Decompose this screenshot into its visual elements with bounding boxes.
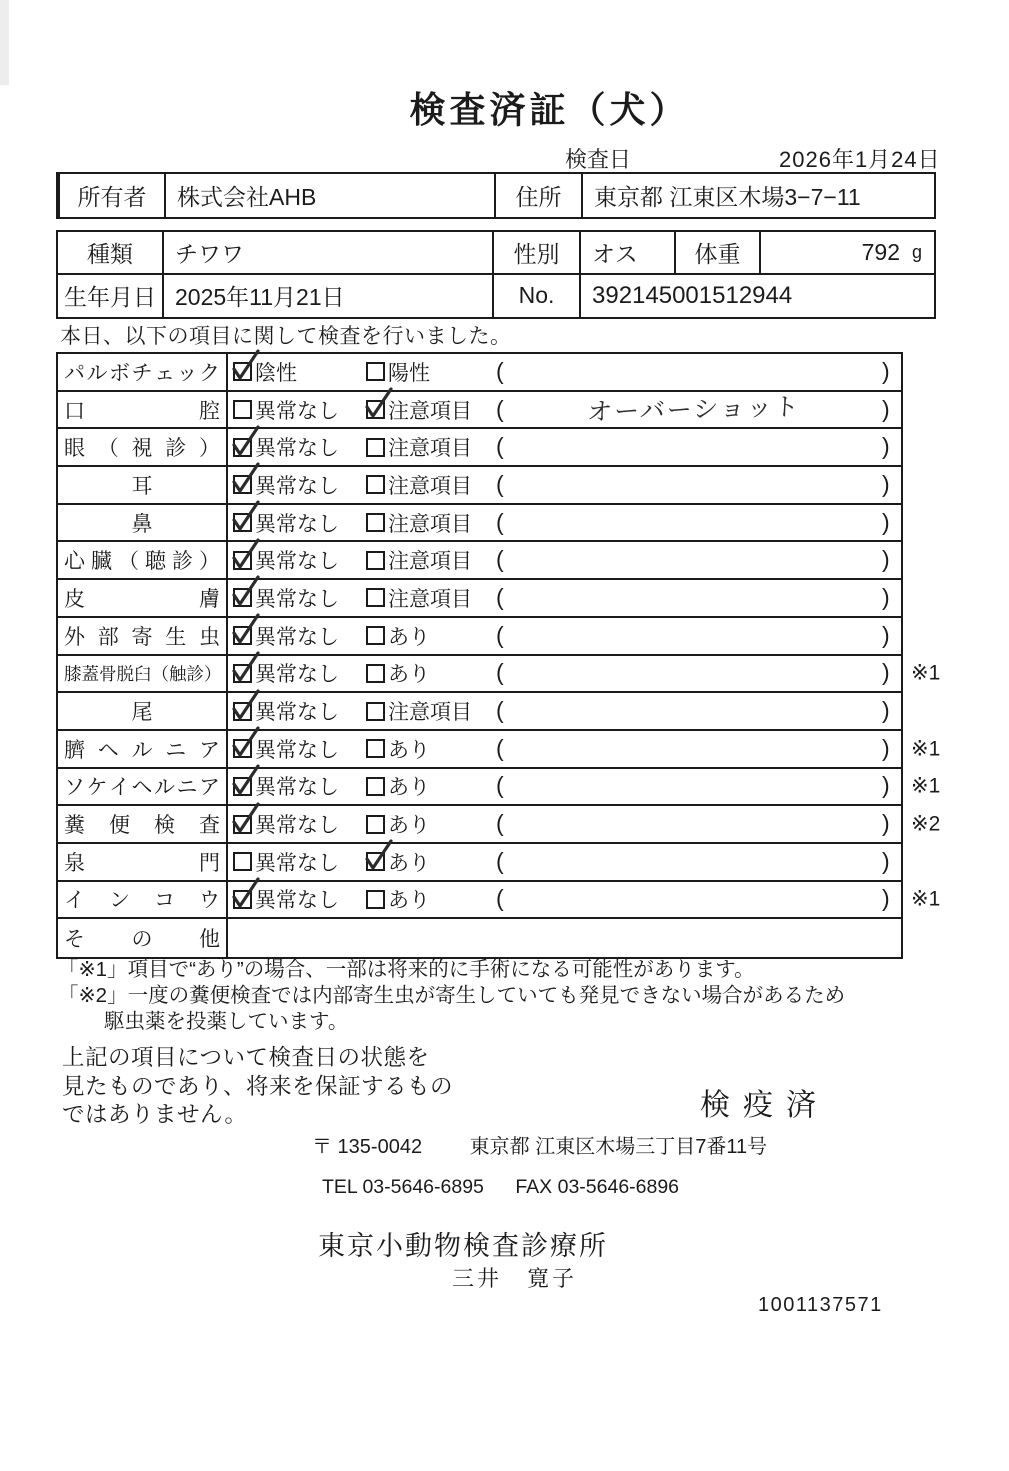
item-label-char: ニ bbox=[176, 776, 198, 800]
item-label-char: 門 bbox=[199, 851, 220, 875]
checklist-row bbox=[58, 505, 901, 543]
item-label-char: ソ bbox=[64, 776, 85, 800]
item-result-cell bbox=[228, 919, 901, 957]
item-label-char: 耳 bbox=[131, 474, 153, 498]
result-option bbox=[366, 545, 472, 575]
inspection-date-value: 2026年1月24日 bbox=[779, 147, 941, 172]
owner-label: 所有者 bbox=[77, 184, 147, 210]
item-result-cell bbox=[228, 467, 901, 503]
item-label bbox=[58, 806, 228, 842]
item-label-char: 鼻 bbox=[131, 512, 153, 536]
option-label: 異常なし bbox=[255, 663, 339, 687]
disclaimer-line: 上記の項目について検査日の状態を bbox=[62, 1045, 430, 1070]
item-label bbox=[58, 580, 228, 616]
checkbox-unchecked bbox=[366, 815, 385, 834]
item-label-char: 臓 bbox=[91, 550, 112, 574]
item-label-char: 脱 bbox=[116, 663, 134, 684]
result-option bbox=[366, 884, 430, 914]
option-label: 異常なし bbox=[255, 776, 339, 800]
item-label-char: パ bbox=[64, 361, 85, 385]
item-label-char: 臍 bbox=[64, 738, 85, 762]
paren-close: ) bbox=[882, 659, 890, 686]
check-icon bbox=[231, 538, 261, 570]
option-label: 注意項目 bbox=[388, 550, 472, 574]
footnote-mark: ※1 bbox=[911, 737, 941, 761]
result-option bbox=[366, 696, 472, 726]
clinic-tel: TEL 03-5646-6895 bbox=[322, 1176, 484, 1198]
document-number: 1001137571 bbox=[758, 1294, 883, 1316]
item-label-char: 蓋 bbox=[81, 663, 99, 684]
checklist-row bbox=[58, 693, 901, 731]
paren-open: ( bbox=[496, 433, 504, 460]
footnotes bbox=[58, 957, 845, 1035]
item-label-char: 虫 bbox=[199, 625, 220, 649]
handwritten-note: オーバーショット bbox=[586, 392, 802, 427]
option-label: 注意項目 bbox=[388, 512, 472, 536]
item-label-char: 査 bbox=[199, 814, 220, 838]
footnote-mark: ※2 bbox=[911, 812, 941, 836]
result-option bbox=[233, 395, 339, 425]
result-option bbox=[366, 508, 472, 538]
footnote-line: 「※1」項目で“あり”の場合、一部は将来的に手術になる可能性があります。 bbox=[58, 958, 755, 981]
result-option bbox=[233, 884, 339, 914]
result-option bbox=[233, 470, 339, 500]
owner-table bbox=[56, 172, 936, 219]
quarantine-stamp: 検疫済 bbox=[700, 1089, 829, 1122]
checklist-row bbox=[58, 806, 941, 844]
item-label-char: 診 bbox=[165, 437, 187, 461]
check-icon bbox=[231, 651, 261, 683]
check-icon bbox=[231, 425, 261, 457]
veterinarian-name: 三井 寛子 bbox=[452, 1266, 578, 1291]
item-label bbox=[58, 844, 228, 880]
item-label bbox=[58, 467, 228, 503]
item-label-char: チ bbox=[131, 361, 153, 385]
breed-label: 種類 bbox=[87, 240, 133, 267]
item-label-char: ア bbox=[199, 738, 220, 762]
paren-close: ) bbox=[882, 772, 890, 799]
check-icon bbox=[231, 500, 261, 532]
paren-open: ( bbox=[496, 357, 504, 384]
item-label bbox=[58, 354, 228, 390]
check-icon bbox=[231, 613, 261, 645]
item-result-cell bbox=[228, 429, 901, 465]
checkbox-unchecked bbox=[366, 777, 385, 796]
item-label-char: ェ bbox=[154, 361, 175, 385]
checkbox-unchecked bbox=[366, 664, 385, 683]
paren-close: ) bbox=[882, 621, 890, 648]
item-label-char: ケ bbox=[86, 776, 108, 800]
option-label: 陰性 bbox=[255, 361, 297, 385]
item-label-char: ル bbox=[131, 738, 153, 762]
option-label: 異常なし bbox=[255, 474, 339, 498]
result-option bbox=[366, 809, 430, 839]
weight-value bbox=[759, 232, 934, 273]
paren-close: ) bbox=[882, 810, 890, 837]
checkbox-checked bbox=[233, 513, 252, 532]
item-label-char: 膝 bbox=[64, 663, 82, 684]
result-option bbox=[233, 734, 339, 764]
paren-close: ) bbox=[882, 470, 890, 497]
item-label bbox=[58, 542, 228, 578]
paren-open: ( bbox=[496, 470, 504, 497]
clinic-fax: FAX 03-5646-6896 bbox=[515, 1176, 680, 1198]
footnote-mark: ※1 bbox=[911, 774, 941, 798]
result-option bbox=[233, 847, 339, 877]
sex-value: オス bbox=[579, 232, 674, 273]
option-label: 異常なし bbox=[255, 889, 339, 913]
checkbox-checked bbox=[233, 438, 252, 457]
paren-close: ) bbox=[882, 508, 890, 535]
check-icon bbox=[364, 839, 394, 871]
option-label: あり bbox=[388, 625, 430, 649]
item-label-char: 膚 bbox=[199, 587, 220, 611]
paren-open: ( bbox=[496, 546, 504, 573]
option-label: あり bbox=[388, 663, 430, 687]
item-label-char: （ bbox=[97, 437, 119, 461]
option-label: 注意項目 bbox=[388, 399, 472, 423]
option-label: 注意項目 bbox=[388, 701, 472, 725]
footnote-line: 「※2」一度の糞便検査では内部寄生虫が寄生していても発見できない場合があるため bbox=[58, 984, 846, 1007]
paren-close: ) bbox=[882, 696, 890, 723]
option-label: 異常なし bbox=[255, 625, 339, 649]
paren-close: ) bbox=[882, 734, 890, 761]
weight-number: 792 bbox=[861, 238, 900, 265]
item-label-char: ク bbox=[199, 361, 220, 385]
breed-value: チワワ bbox=[162, 232, 492, 273]
option-label: あり bbox=[388, 851, 430, 875]
item-result-cell bbox=[228, 769, 901, 805]
checklist-row bbox=[58, 429, 901, 467]
item-label-char: の bbox=[131, 928, 153, 952]
paren-open: ( bbox=[496, 885, 504, 912]
checkbox-unchecked bbox=[366, 551, 385, 570]
result-option bbox=[366, 734, 430, 764]
checkbox-checked bbox=[233, 702, 252, 721]
result-option bbox=[233, 696, 339, 726]
item-label-char: 心 bbox=[64, 550, 85, 574]
checkbox-unchecked bbox=[233, 400, 252, 419]
inspection-date-label: 検査日 bbox=[565, 147, 632, 172]
item-result-cell bbox=[228, 731, 901, 767]
result-option bbox=[233, 508, 339, 538]
paren-close: ) bbox=[882, 433, 890, 460]
item-label-char: ン bbox=[109, 889, 130, 913]
option-label: 異常なし bbox=[255, 701, 339, 725]
item-label bbox=[58, 656, 228, 692]
result-option bbox=[233, 809, 339, 839]
item-label-char: 診 bbox=[172, 550, 193, 574]
option-label: あり bbox=[388, 889, 430, 913]
item-label-char: 尾 bbox=[131, 701, 153, 725]
checkbox-unchecked bbox=[366, 513, 385, 532]
item-result-cell bbox=[228, 656, 901, 692]
checkbox-unchecked bbox=[366, 890, 385, 909]
checkbox-unchecked bbox=[366, 588, 385, 607]
checkbox-checked bbox=[233, 777, 252, 796]
checklist-row bbox=[58, 769, 941, 807]
clinic-postal-code: 〒 135-0042 bbox=[312, 1136, 423, 1158]
paren-open: ( bbox=[496, 772, 504, 799]
item-label-char: 外 bbox=[64, 625, 85, 649]
check-icon bbox=[231, 802, 261, 834]
item-label-char: ウ bbox=[199, 889, 220, 913]
item-result-cell bbox=[228, 806, 901, 842]
item-label bbox=[58, 505, 228, 541]
owner-value: 株式会社AHB bbox=[164, 174, 494, 217]
checklist-row bbox=[58, 844, 901, 882]
checkbox-unchecked bbox=[366, 438, 385, 457]
checkbox-unchecked bbox=[366, 626, 385, 645]
item-result-cell bbox=[228, 693, 901, 729]
item-label-char: 診 bbox=[186, 663, 204, 684]
item-label bbox=[58, 429, 228, 465]
checklist-row bbox=[58, 467, 901, 505]
paren-open: ( bbox=[496, 810, 504, 837]
footnote-line: 駆虫薬を投薬しています。 bbox=[104, 1010, 349, 1033]
footnote-mark: ※1 bbox=[911, 661, 941, 685]
animal-table bbox=[56, 230, 936, 319]
item-label-char: 他 bbox=[199, 928, 220, 952]
item-label-char: 視 bbox=[131, 437, 153, 461]
checkbox-checked bbox=[233, 664, 252, 683]
scan-edge-artifact bbox=[0, 0, 9, 85]
item-label bbox=[58, 919, 228, 957]
option-label: 陽性 bbox=[388, 361, 430, 385]
result-option bbox=[366, 771, 430, 801]
item-label-char: 口 bbox=[64, 399, 85, 423]
item-label-char: そ bbox=[64, 928, 85, 952]
paren-open: ( bbox=[496, 583, 504, 610]
item-result-cell bbox=[228, 882, 901, 918]
result-option bbox=[366, 470, 472, 500]
checklist-row bbox=[58, 542, 901, 580]
item-label-char: ル bbox=[86, 361, 108, 385]
paren-open: ( bbox=[496, 734, 504, 761]
item-label-char: 腔 bbox=[199, 399, 220, 423]
disclaimer-line: ではありません。 bbox=[62, 1102, 248, 1127]
check-icon bbox=[231, 726, 261, 758]
checklist-row bbox=[58, 656, 941, 694]
option-label: 注意項目 bbox=[388, 474, 472, 498]
option-label: 異常なし bbox=[255, 399, 339, 423]
item-label-char: 眼 bbox=[64, 437, 85, 461]
checkbox-checked bbox=[233, 588, 252, 607]
item-label-char: （ bbox=[118, 550, 139, 574]
item-label bbox=[58, 769, 228, 805]
item-label-char: ル bbox=[154, 776, 175, 800]
paren-close: ) bbox=[882, 357, 890, 384]
item-label-char: 骨 bbox=[99, 663, 117, 684]
result-option bbox=[233, 432, 339, 462]
check-icon bbox=[231, 462, 261, 494]
item-result-cell bbox=[228, 542, 901, 578]
checklist-row bbox=[58, 882, 941, 920]
checkbox-unchecked bbox=[366, 362, 385, 381]
item-label-char: 触 bbox=[169, 663, 187, 684]
item-label-char: 検 bbox=[154, 814, 175, 838]
checkbox-checked bbox=[233, 890, 252, 909]
item-label-char: 生 bbox=[165, 625, 187, 649]
checkbox-checked bbox=[366, 400, 385, 419]
checkbox-checked bbox=[233, 475, 252, 494]
paren-close: ) bbox=[882, 546, 890, 573]
weight-label: 体重 bbox=[674, 232, 759, 273]
weight-unit: g bbox=[911, 241, 922, 262]
paren-close: ) bbox=[882, 885, 890, 912]
result-option bbox=[366, 847, 430, 877]
birthdate-value: 2025年11月21日 bbox=[162, 275, 492, 318]
item-label bbox=[58, 882, 228, 918]
checkbox-unchecked bbox=[366, 739, 385, 758]
check-icon bbox=[231, 575, 261, 607]
checkbox-checked bbox=[233, 362, 252, 381]
option-label: 注意項目 bbox=[388, 437, 472, 461]
result-option bbox=[233, 621, 339, 651]
option-label: あり bbox=[388, 738, 430, 762]
paren-open: ( bbox=[496, 508, 504, 535]
item-label-char: （ bbox=[151, 663, 169, 684]
item-label-char: ッ bbox=[176, 361, 198, 385]
checkbox-checked bbox=[366, 852, 385, 871]
item-result-cell bbox=[228, 844, 901, 880]
clinic-name: 東京小動物検査診療所 bbox=[318, 1231, 608, 1261]
clinic-address: 東京都 江東区木場三丁目7番11号 bbox=[469, 1136, 768, 1158]
paren-open: ( bbox=[496, 621, 504, 648]
checkbox-checked bbox=[233, 815, 252, 834]
result-option bbox=[366, 583, 472, 613]
paren-open: ( bbox=[496, 696, 504, 723]
item-label-char: 泉 bbox=[64, 851, 85, 875]
paren-close: ) bbox=[882, 395, 890, 422]
item-label-char: 便 bbox=[109, 814, 130, 838]
item-label bbox=[58, 731, 228, 767]
disclaimer-line: 見たものであり、将来を保証するもの bbox=[62, 1073, 454, 1099]
clinic-phone-line bbox=[322, 1176, 679, 1199]
checkbox-unchecked bbox=[366, 702, 385, 721]
option-label: 注意項目 bbox=[388, 587, 472, 611]
checkbox-checked bbox=[233, 551, 252, 570]
item-label-char: イ bbox=[64, 889, 85, 913]
check-icon bbox=[364, 387, 394, 419]
item-label-char: ヘ bbox=[131, 776, 153, 800]
disclaimer bbox=[62, 1044, 453, 1130]
checklist-row bbox=[58, 392, 901, 430]
item-label bbox=[58, 618, 228, 654]
paren-close: ) bbox=[882, 847, 890, 874]
no-label: No. bbox=[492, 275, 579, 318]
item-label-char: ） bbox=[204, 663, 222, 684]
option-label: 異常なし bbox=[255, 512, 339, 536]
paren-open: ( bbox=[496, 847, 504, 874]
check-icon bbox=[231, 877, 261, 909]
checklist-row bbox=[58, 618, 901, 656]
option-label: 異常なし bbox=[255, 437, 339, 461]
intro-text: 本日、以下の項目に関して検査を行いました。 bbox=[60, 325, 512, 348]
option-label: あり bbox=[388, 814, 430, 838]
checklist-row bbox=[58, 580, 901, 618]
item-label-char: 聴 bbox=[145, 550, 166, 574]
item-label-char: ボ bbox=[109, 361, 130, 385]
result-option bbox=[366, 395, 472, 425]
result-option bbox=[366, 658, 430, 688]
birthdate-label: 生年月日 bbox=[64, 284, 156, 311]
address-value: 東京都 江東区木場3−7−11 bbox=[581, 174, 934, 217]
item-label-char: コ bbox=[154, 889, 175, 913]
option-label: 異常なし bbox=[255, 550, 339, 574]
item-label-char: ア bbox=[199, 776, 220, 800]
option-label: 異常なし bbox=[255, 587, 339, 611]
result-option bbox=[366, 432, 472, 462]
item-result-cell bbox=[228, 505, 901, 541]
no-value: 392145001512944 bbox=[579, 275, 934, 318]
item-label-char: 皮 bbox=[64, 587, 85, 611]
sex-label: 性別 bbox=[492, 232, 579, 273]
check-icon bbox=[231, 349, 261, 381]
checklist-table bbox=[56, 352, 941, 959]
item-label-char: ニ bbox=[165, 738, 187, 762]
checklist-row bbox=[58, 731, 941, 769]
check-icon bbox=[231, 764, 261, 796]
checklist-row bbox=[58, 354, 901, 392]
option-label: あり bbox=[388, 776, 430, 800]
checkbox-unchecked bbox=[233, 852, 252, 871]
check-icon bbox=[231, 689, 261, 721]
item-label-char: 臼 bbox=[134, 663, 152, 684]
animal-table-row-1 bbox=[58, 232, 934, 275]
document-title: 検査済証（犬） bbox=[409, 89, 690, 130]
paren-close: ) bbox=[882, 583, 890, 610]
clinic-address-line bbox=[312, 1130, 767, 1159]
item-label-char: 寄 bbox=[131, 625, 153, 649]
checkbox-checked bbox=[233, 626, 252, 645]
item-label-char: ヘ bbox=[97, 738, 119, 762]
option-label: 異常なし bbox=[255, 738, 339, 762]
checkbox-unchecked bbox=[366, 475, 385, 494]
checkbox-checked bbox=[233, 739, 252, 758]
option-label: 異常なし bbox=[255, 814, 339, 838]
item-label bbox=[58, 392, 228, 428]
item-result-cell bbox=[228, 618, 901, 654]
result-option bbox=[233, 545, 339, 575]
item-label-char: ） bbox=[199, 437, 220, 461]
result-option bbox=[366, 357, 430, 387]
result-option bbox=[233, 583, 339, 613]
paren-open: ( bbox=[496, 395, 504, 422]
item-result-cell bbox=[228, 580, 901, 616]
option-label: 異常なし bbox=[255, 851, 339, 875]
item-result-cell bbox=[228, 354, 901, 390]
footnote-mark: ※1 bbox=[911, 887, 941, 911]
address-label: 住所 bbox=[494, 174, 581, 217]
item-label-char: 部 bbox=[97, 625, 119, 649]
item-label bbox=[58, 693, 228, 729]
checklist-row bbox=[58, 919, 901, 957]
paren-open: ( bbox=[496, 659, 504, 686]
animal-table-row-2 bbox=[58, 275, 934, 318]
item-label-char: イ bbox=[109, 776, 130, 800]
result-option bbox=[233, 771, 339, 801]
result-option bbox=[366, 621, 430, 651]
result-option bbox=[233, 357, 297, 387]
item-result-cell bbox=[228, 392, 901, 428]
item-label-char: ） bbox=[199, 550, 220, 574]
item-label-char: 糞 bbox=[64, 814, 85, 838]
result-option bbox=[233, 658, 339, 688]
